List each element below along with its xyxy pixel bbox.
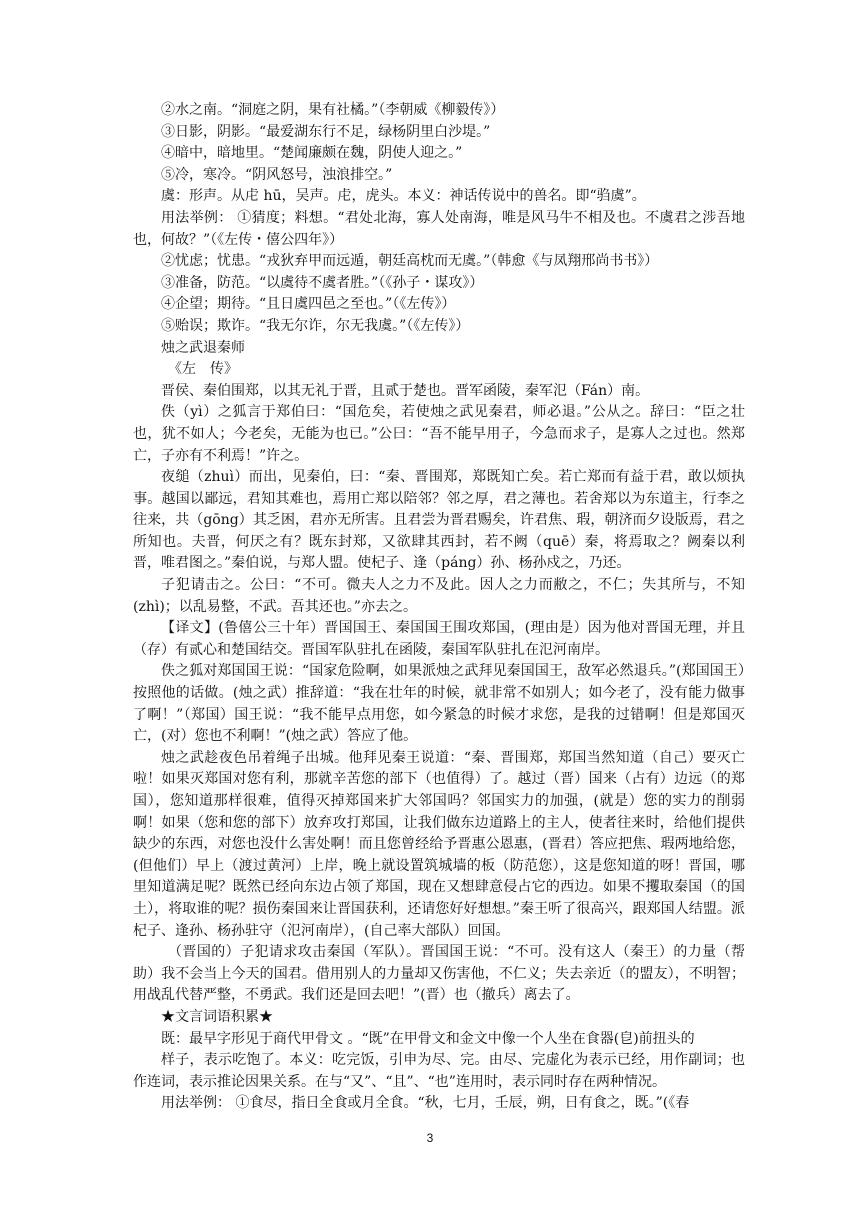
paragraph: ②水之南。“洞庭之阴，果有社橘。”（李朝威《柳毅传》） [161, 102, 505, 118]
paragraph: 《左 传》 [168, 361, 238, 378]
paragraph: 佚之狐对郑国国王说：“国家危险啊，如果派烛之武拜见秦国国王，敌军必然退兵。”(郑国国王）按照他的话做。(烛之武）推辞道：“我在壮年的时候，就非常不如别人；如今老了，没有能力做事了啊！”（郑国）国王说：“我不能早点用您，如今紧急的时候才求您，是我的过错啊！但是郑国灭亡，(对）您也不利啊！”(烛之武）答应了他。 [133, 663, 745, 745]
paragraph: （晋国的）子犯请求攻击秦国（军队）。晋国国王说：“不可。没有这人（秦王）的力量（帮助）我不会当上今天的国君。借用别人的力量却又伤害他，不仁义；失去亲近（的盟友），不明智；用战乱代替严整，不勇武。我们还是回去吧！”(晋）也（撤兵）离去了。 [133, 944, 745, 1004]
paragraph: ★文言词语积累★ [161, 1008, 273, 1025]
paragraph: 用法举例： ①猜度；料想。“君处北海，寡人处南海，唯是风马牛不相及也。不虞君之涉吾地也，何故？”（《左传・僖公四年》） [133, 209, 745, 248]
paragraph: 佚（yì）之狐言于郑伯曰：“国危矣，若使烛之武见秦君，师必退。”公从之。辞曰：“臣之壮也，犹不如人；今老矣，无能为也已。”公曰：“吾不能早用子，今急而求子，是寡人之过也。然郑亡，子亦有不利焉！”许之。 [133, 404, 745, 464]
body-text [133, 100, 745, 1115]
paragraph: 既：最早字形见于商代甲骨文 。“既”在甲骨文和金文中像一个人坐在食器(皀)前扭头的 [161, 1030, 695, 1047]
paragraph: ④企望；期待。“且日虞四邑之至也。”（《左传》） [161, 296, 456, 313]
paragraph: 烛之武趁夜色吊着绳子出城。他拜见秦王说道：“秦、晋围郑，郑国当然知道（自己）要灭亡啦！如果灭郑国对您有利，那就辛苦您的部下（也值得）了。越过（晋）国来（占有）边远（的郑国），您知道那样很难，值得灭掉郑国来扩大邻国吗？邻国实力的加强，(就是）您的实力的削弱啊！如果（您和您的部下）放弃攻打郑国，让我们做东边道路上的主人，使者往来时，给他们提供缺少的东西，对您也没什么害处啊！而且您曾经给予晋惠公恩惠，(晋君）答应把焦、瑕两地给您，(但他们）早上（渡过黄河）上岸，晚上就设置筑城墙的板（防范您），这是您知道的呀！晋国，哪里知道满足呢？既然已经向东边占领了郑国，现在又想肆意侵占它的西边。如果不攫取秦国（的国土），将取谁的呢？损伤秦国来让晋国获利，还请您好好想想。”秦王听了很高兴，跟郑国人结盟。派杞子、逢孙、杨孙驻守（氾河南岸），(自己率大部队）回国。 [133, 749, 745, 939]
paragraph: 子犯请击之。公曰：“不可。微夫人之力不及此。因人之力而敝之，不仁；失其所与，不知(zhì)；以乱易整，不武。吾其还也。”亦去之。 [133, 577, 745, 615]
paragraph: 用法举例： ①食尽，指日全食或月全食。“秋，七月，壬辰，朔，日有食之，既。”(《春 [161, 1095, 690, 1112]
paragraph: 【译文】(鲁僖公三十年）晋国国王、秦国国王围攻郑国，(理由是）因为他对晋国无理，并且（存）有贰心和楚国结交。晋国军队驻扎在函陵，秦国军队驻扎在氾河南岸。 [133, 620, 745, 658]
paragraph: ②忧虑；忧患。“戎狄弃甲而远遁，朝廷高枕而无虞。”（韩愈《与凤翔邢尚书书》） [161, 253, 659, 270]
paragraph: 烛之武退秦师 [161, 339, 245, 356]
paragraph: ⑤贻误；欺诈。“我无尔诈，尔无我虞。”（《左传》） [161, 317, 470, 334]
paragraph: 晋侯、秦伯围郑，以其无礼于晋，且贰于楚也。晋军函陵，秦军氾（Fán）南。 [161, 382, 650, 399]
paragraph: 虞：形声。从虍 hū，吴声。虍，虎头。本义：神话传说中的兽名。即“驺虞”。 [161, 188, 646, 205]
paragraph: ③准备，防范。“以虞待不虞者胜。”（《孙子・谋攻》） [161, 274, 484, 291]
paragraph: 夜缒（zhuì）而出，见秦伯，曰：“秦、晋围郑，郑既知亡矣。若亡郑而有益于君，敢以烦执事。越国以鄙远，君知其难也，焉用亡郑以陪邻？邻之厚，君之薄也。若舍郑以为东道主，行李之往来，共（gōng）其乏困，君亦无所害。且君尝为晋君赐矣，许君焦、瑕，朝济而夕设版焉，君之所知也。夫晋，何厌之有？既东封郑，又欲肆其西封，若不阙（quē）秦，将焉取之？阙秦以利晋，唯君图之。”秦伯说，与郑人盟。使杞子、逢（páng）孙、杨孙戍之，乃还。 [133, 469, 745, 572]
page-number: 3 [426, 1131, 434, 1145]
paragraph: 样子，表示吃饱了。本义：吃完饭，引申为尽、完。由尽、完虚化为表示已经，用作副词；也作连词，表示推论因果关系。在与“又”、“且”、“也”连用时，表示同时存在两种情况。 [133, 1052, 745, 1090]
paragraph: ⑤冷，寒冷。“阴风怒号，浊浪排空。” [161, 166, 393, 183]
paragraph: ③日影，阴影。“最爱湖东行不足，绿杨阴里白沙堤。” [161, 123, 491, 140]
paragraph: ④暗中，暗地里。“楚闻廉颇在魏，阴使人迎之。” [161, 145, 463, 162]
